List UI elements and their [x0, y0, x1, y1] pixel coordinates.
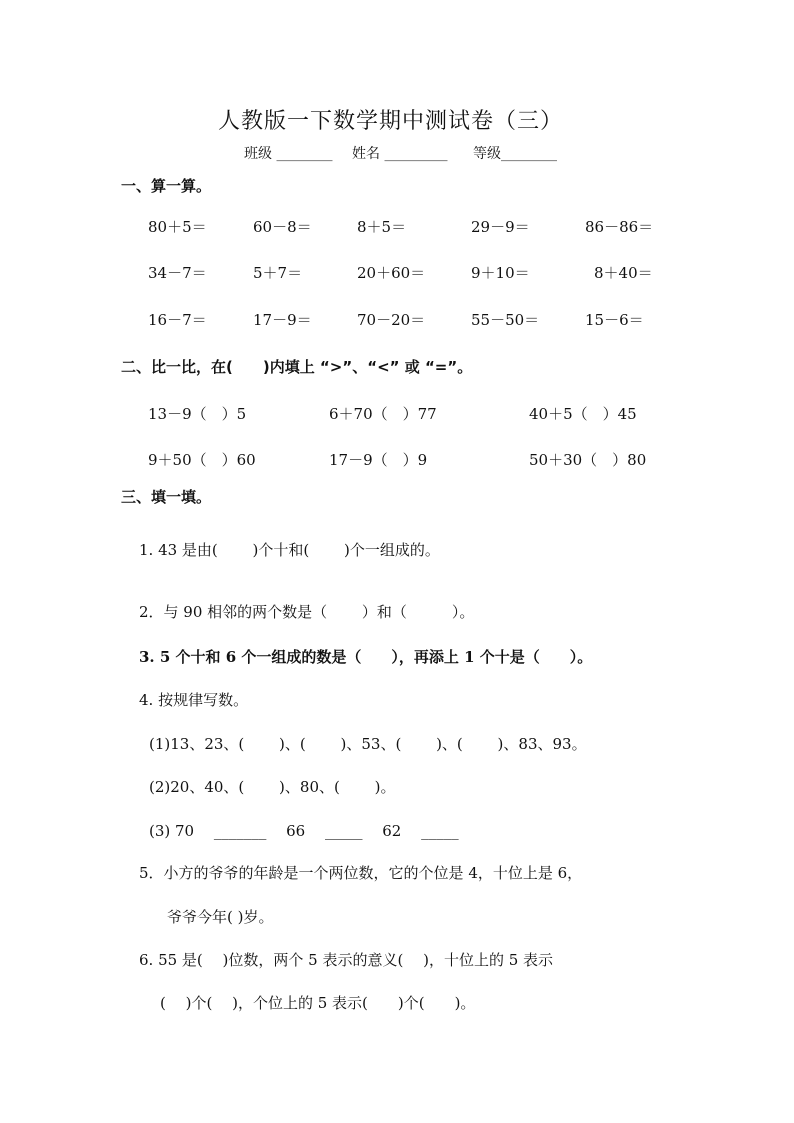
question-4-part-3: (3) 70 _______ 66 _____ 62 _____: [149, 822, 459, 840]
calc-item: 86－86＝: [585, 218, 654, 236]
calc-item: 5＋7＝: [253, 264, 303, 282]
compare-item: 13－9（ ）5: [148, 405, 247, 423]
section-heading-fill: 三、填一填。: [121, 488, 212, 506]
section-heading-calculate: 一、算一算。: [121, 177, 212, 195]
question-5-line-2: 爷爷今年( )岁。: [167, 908, 274, 926]
question-5-line-1: 5．小方的爷爷的年龄是一个两位数，它的个位是 4，十位上是 6，: [139, 864, 583, 882]
calc-item: 8＋40＝: [594, 264, 653, 282]
calc-item: 60－8＝: [253, 218, 312, 236]
compare-item: 6＋70（ ）77: [329, 405, 437, 423]
calc-item: 70－20＝: [357, 311, 426, 329]
question-6-line-1: 6. 55 是( )位数，两个 5 表示的意义( )，十位上的 5 表示: [139, 951, 554, 969]
question-1: 1. 43 是由( )个十和( )个一组成的。: [139, 541, 440, 559]
calc-item: 16－7＝: [148, 311, 207, 329]
question-6-line-2: ( )个( )，个位上的 5 表示( )个( )。: [160, 994, 476, 1012]
calc-item: 34－7＝: [148, 264, 207, 282]
grade-field-label: 等级________: [473, 146, 557, 162]
compare-item: 40＋5（ ）45: [529, 405, 637, 423]
question-4-part-1: (1)13、23、( )、( )、53、( )、( )、83、93。: [149, 735, 587, 753]
compare-item: 9＋50（ ）60: [148, 451, 256, 469]
calc-item: 9＋10＝: [471, 264, 530, 282]
question-3: 3. 5 个十和 6 个一组成的数是（ ），再添上 1 个十是（ ）。: [139, 648, 593, 666]
calc-item: 20＋60＝: [357, 264, 426, 282]
compare-item: 50＋30（ ）80: [529, 451, 647, 469]
calc-item: 17－9＝: [253, 311, 312, 329]
calc-item: 15－6＝: [585, 311, 644, 329]
section-heading-compare: 二、比一比，在( )内填上 “>”、“<” 或 “=”。: [121, 358, 473, 376]
question-4-part-2: (2)20、40、( )、80、( )。: [149, 778, 396, 796]
page-title: 人教版一下数学期中测试卷（三）: [218, 109, 564, 134]
question-4: 4. 按规律写数。: [139, 691, 249, 709]
calc-item: 55－50＝: [471, 311, 540, 329]
class-field-label: 班级 ________: [244, 146, 333, 162]
calc-item: 8＋5＝: [357, 218, 407, 236]
question-2: 2．与 90 相邻的两个数是（ ）和（ ）。: [139, 603, 475, 621]
calc-item: 80＋5＝: [148, 218, 207, 236]
calc-item: 29－9＝: [471, 218, 530, 236]
compare-item: 17－9（ ）9: [329, 451, 428, 469]
name-field-label: 姓名 _________: [352, 146, 448, 162]
